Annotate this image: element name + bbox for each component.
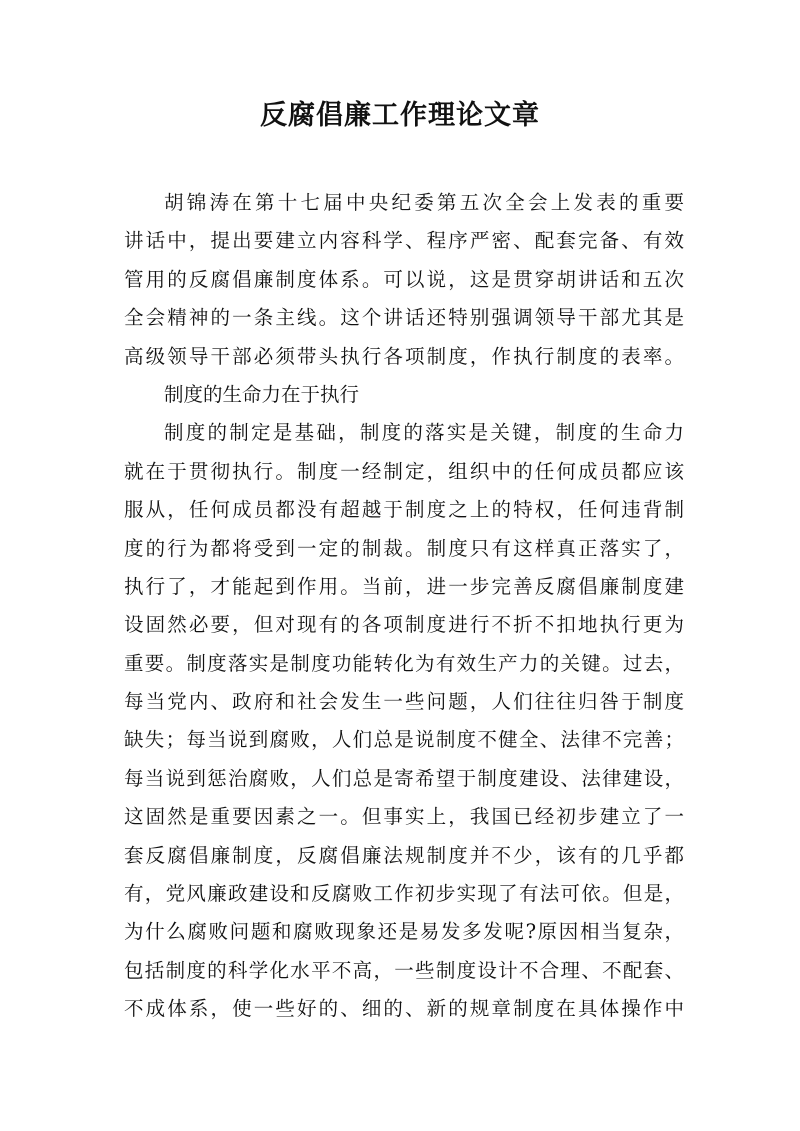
paragraph-1-line-5: 高级领导干部必须带头执行各项制度，作执行制度的表率。 [124, 344, 684, 368]
paragraph-1-line-3: 管用的反腐倡廉制度体系。可以说，这是贯穿胡讲话和五次 [124, 267, 684, 291]
paragraph-2-line-5: 执行了，才能起到作用。当前，进一步完善反腐倡廉制度建 [124, 574, 684, 598]
document-body [124, 184, 684, 1029]
paragraph-2-line-11: 这固然是重要因素之一。但事实上，我国已经初步建立了一 [124, 805, 684, 829]
paragraph-2-line-4: 度的行为都将受到一定的制裁。制度只有这样真正落实了， [124, 536, 684, 560]
paragraph-2-line-13: 有，党风廉政建设和反腐败工作初步实现了有法可依。但是， [124, 882, 684, 906]
paragraph-1-line-2: 讲话中，提出要建立内容科学、程序严密、配套完备、有效 [124, 229, 684, 253]
paragraph-2-line-15: 包括制度的科学化水平不高，一些制度设计不合理、不配套、 [124, 958, 684, 982]
paragraph-2-line-3: 服从，任何成员都没有超越于制度之上的特权，任何违背制 [124, 498, 684, 522]
paragraph-1-line-1: 胡锦涛在第十七届中央纪委第五次全会上发表的重要 [164, 191, 684, 214]
paragraph-2-line-8: 每当党内、政府和社会发生一些问题，人们往往归咎于制度 [124, 690, 684, 714]
paragraph-2-line-2: 就在于贯彻执行。制度一经制定，组织中的任何成员都应该 [124, 459, 684, 483]
section-heading: 制度的生命力在于执行 [164, 382, 360, 406]
paragraph-2-line-14: 为什么腐败问题和腐败现象还是易发多发呢?原因相当复杂， [124, 920, 684, 944]
paragraph-1-line-4: 全会精神的一条主线。这个讲话还特别强调领导干部尤其是 [124, 306, 684, 330]
paragraph-2-line-7: 重要。制度落实是制度功能转化为有效生产力的关键。过去， [124, 651, 684, 675]
paragraph-2-line-1: 制度的制定是基础，制度的落实是关键，制度的生命力 [164, 421, 684, 445]
paragraph-2-line-12: 套反腐倡廉制度，反腐倡廉法规制度并不少，该有的几乎都 [124, 843, 684, 867]
paragraph-2-line-9: 缺失；每当说到腐败，人们总是说制度不健全、法律不完善； [124, 728, 684, 752]
paragraph-2-line-16: 不成体系，使一些好的、细的、新的规章制度在具体操作中 [124, 997, 684, 1021]
paragraph-2-line-10: 每当说到惩治腐败，人们总是寄希望于制度建设、法律建设， [124, 766, 684, 790]
paragraph-2-line-6: 设固然必要，但对现有的各项制度进行不折不扣地执行更为 [124, 613, 684, 637]
document-title: 反腐倡廉工作理论文章 [260, 100, 540, 131]
